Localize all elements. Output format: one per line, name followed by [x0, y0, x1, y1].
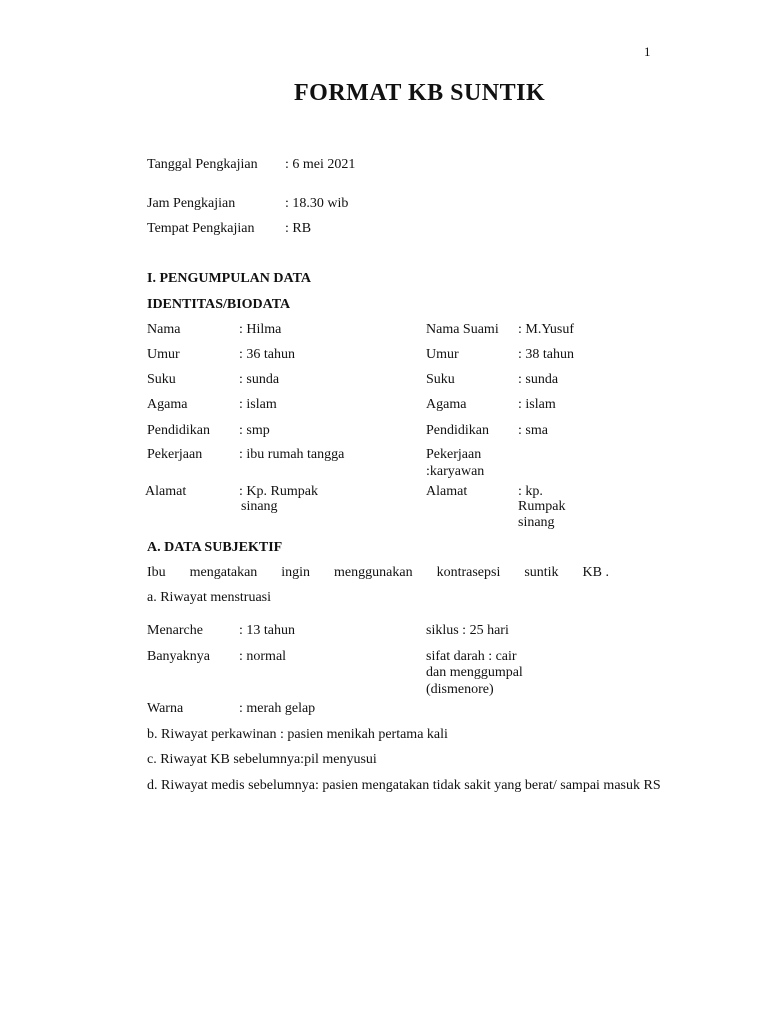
suku-suami-value: : sunda [518, 372, 559, 387]
agama-suami-value: : islam [518, 397, 556, 412]
subjektif-word: menggunakan [334, 565, 413, 580]
pekerjaan-value: : ibu rumah tangga [239, 447, 345, 462]
tempat-label: Tempat Pengkajian [147, 221, 255, 236]
subjektif-word: suntik [524, 565, 559, 580]
sifat-darah-line-2: dan menggumpal [426, 665, 523, 680]
umur-suami-label: Umur [426, 347, 459, 362]
nama-suami-value: : M.Yusuf [518, 322, 575, 337]
riwayat-medis: d. Riwayat medis sebelumnya: pasien mengatakan tidak sakit yang berat/ sampai masuk RS [147, 778, 661, 793]
agama-label: Agama [147, 397, 188, 412]
siklus: siklus : 25 hari [426, 623, 509, 638]
suku-label: Suku [147, 372, 176, 387]
sifat-darah-line-3: (dismenore) [426, 682, 494, 697]
riwayat-menstruasi: a. Riwayat menstruasi [147, 590, 272, 605]
umur-suami-value: : 38 tahun [518, 347, 574, 362]
subjektif-word: mengatakan [189, 565, 258, 580]
subjektif-word: Ibu [147, 565, 166, 580]
page-number: 1 [644, 44, 651, 59]
subjektif-intro [147, 565, 609, 581]
pendidikan-suami-label: Pendidikan [426, 423, 489, 438]
pekerjaan-suami-label: Pekerjaan [426, 447, 482, 462]
warna-label: Warna [147, 701, 184, 716]
subjektif-word: ingin [281, 565, 311, 580]
tanggal-value: : 6 mei 2021 [285, 157, 356, 172]
banyaknya-label: Banyaknya [147, 649, 210, 664]
identitas-heading: IDENTITAS/BIODATA [147, 297, 291, 312]
nama-suami-label: Nama Suami [426, 322, 499, 337]
banyaknya-value: : normal [239, 649, 287, 664]
alamat-suami-value-line-3: sinang [518, 515, 555, 530]
section-1-heading: I. PENGUMPULAN DATA [147, 271, 311, 286]
umur-value: : 36 tahun [239, 347, 295, 362]
alamat-suami-value-line-2: Rumpak [518, 499, 566, 514]
nama-value: : Hilma [239, 322, 282, 337]
menarche-value: : 13 tahun [239, 623, 295, 638]
pendidikan-value: : smp [239, 423, 270, 438]
jam-value: : 18.30 wib [285, 196, 349, 211]
riwayat-perkawinan: b. Riwayat perkawinan : pasien menikah pertama kali [147, 727, 448, 742]
menarche-label: Menarche [147, 623, 203, 638]
agama-value: : islam [239, 397, 277, 412]
pekerjaan-label: Pekerjaan [147, 447, 203, 462]
agama-suami-label: Agama [426, 397, 467, 412]
document-title: FORMAT KB SUNTIK [294, 80, 546, 106]
alamat-value-line-1: : Kp. Rumpak [239, 484, 318, 499]
pekerjaan-suami-value: :karyawan [426, 464, 485, 479]
suku-value: : sunda [239, 372, 280, 387]
alamat-suami-value-line-1: : kp. [518, 484, 543, 499]
tanggal-label: Tanggal Pengkajian [147, 157, 258, 172]
sifat-darah-line-1: sifat darah : cair [426, 649, 517, 664]
data-subjektif-heading: A. DATA SUBJEKTIF [147, 540, 283, 555]
riwayat-kb: c. Riwayat KB sebelumnya:pil menyusui [147, 752, 377, 767]
nama-label: Nama [147, 322, 181, 337]
subjektif-word: kontrasepsi [436, 565, 501, 580]
jam-label: Jam Pengkajian [147, 196, 236, 211]
warna-value: : merah gelap [239, 701, 316, 716]
alamat-suami-label: Alamat [426, 484, 468, 499]
alamat-value-line-2: sinang [241, 499, 278, 514]
subjektif-word: KB . [582, 565, 609, 580]
suku-suami-label: Suku [426, 372, 455, 387]
alamat-label: Alamat [145, 484, 187, 499]
pendidikan-suami-value: : sma [518, 423, 548, 438]
pendidikan-label: Pendidikan [147, 423, 210, 438]
tempat-value: : RB [285, 221, 312, 236]
umur-label: Umur [147, 347, 180, 362]
